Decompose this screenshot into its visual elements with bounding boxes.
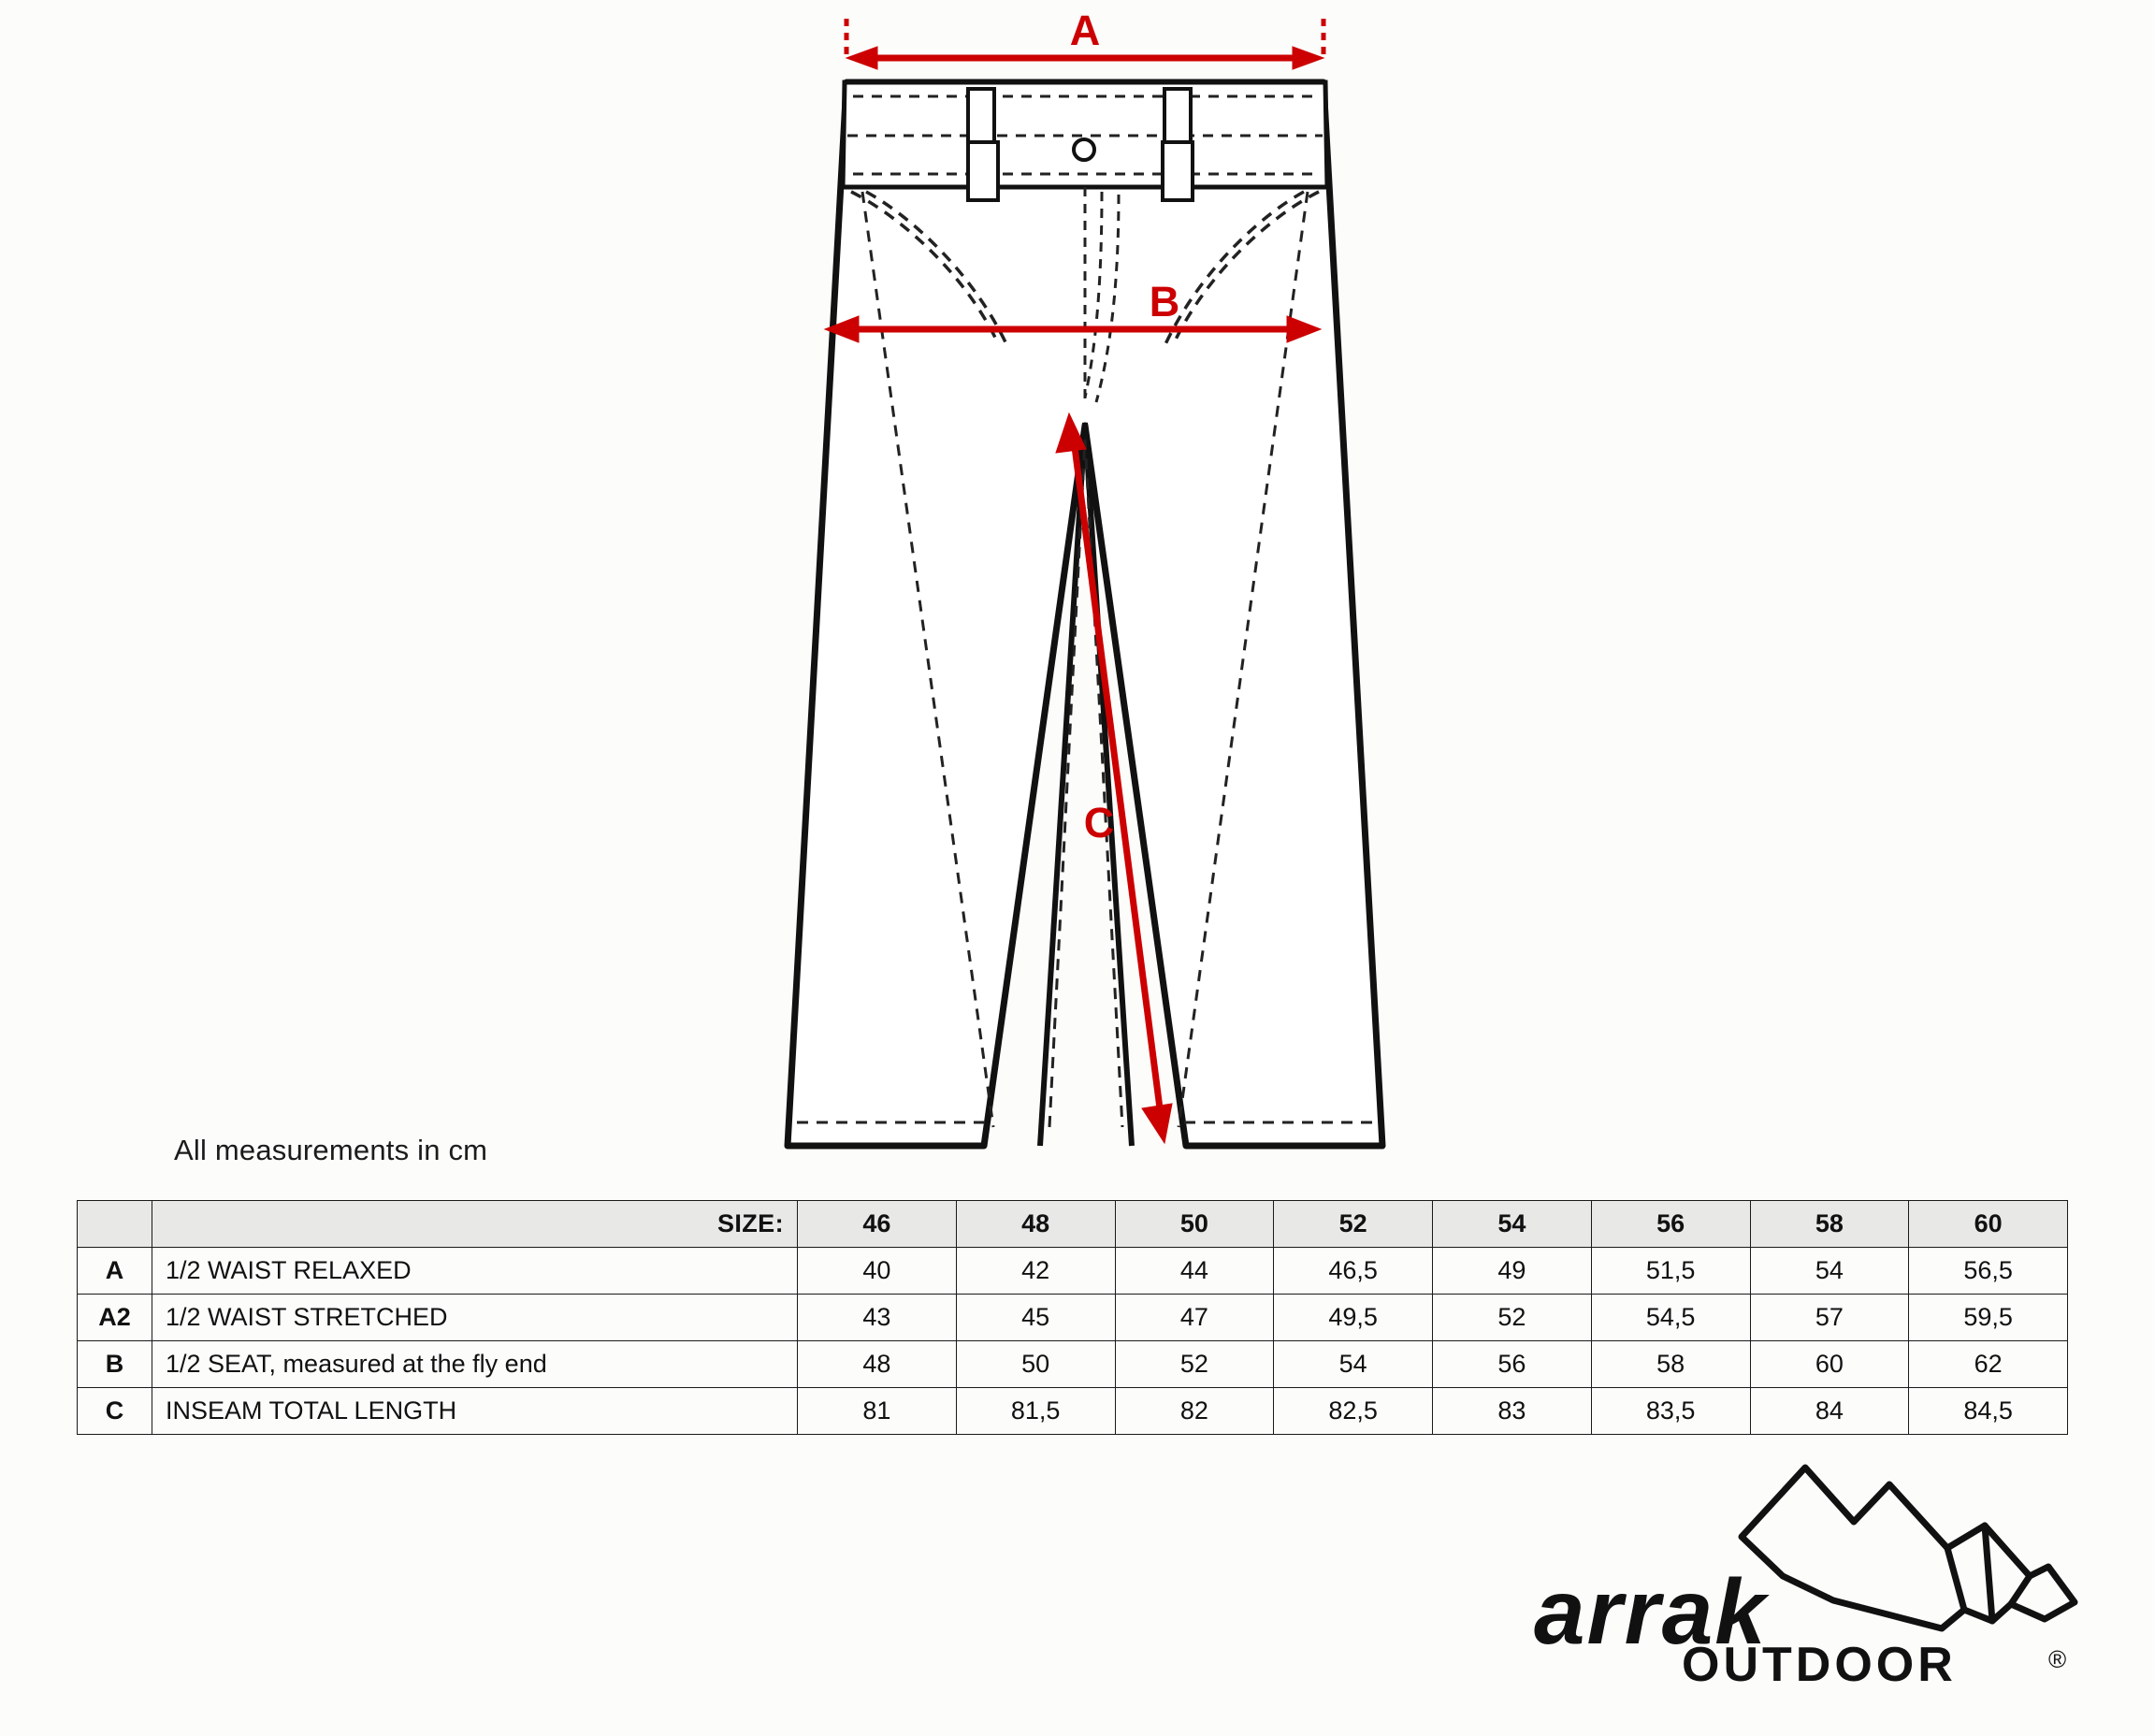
- row-b-size-46: 48: [798, 1341, 957, 1388]
- row-a2-size-54: 52: [1433, 1295, 1592, 1341]
- row-c-size-58: 84: [1750, 1388, 1909, 1435]
- row-a-size-50: 44: [1115, 1248, 1274, 1295]
- header-size-50: 50: [1115, 1201, 1274, 1248]
- row-code-c: C: [78, 1388, 152, 1435]
- row-a2-size-52: 49,5: [1274, 1295, 1433, 1341]
- row-desc-b: 1/2 SEAT, measured at the fly end: [152, 1341, 798, 1388]
- row-a-size-56: 51,5: [1591, 1248, 1750, 1295]
- logo-trademark: ®: [2048, 1645, 2067, 1673]
- header-size-48: 48: [956, 1201, 1115, 1248]
- table-row: [78, 1295, 2068, 1341]
- row-a2-size-60: 59,5: [1909, 1295, 2068, 1341]
- row-b-size-60: 62: [1909, 1341, 2068, 1388]
- arrak-outdoor-logo: [1525, 1436, 2104, 1688]
- logo-subtitle: OUTDOOR: [1682, 1638, 1957, 1688]
- row-b-size-56: 58: [1591, 1341, 1750, 1388]
- row-c-size-54: 83: [1433, 1388, 1592, 1435]
- row-a-size-60: 56,5: [1909, 1248, 2068, 1295]
- row-a2-size-48: 45: [956, 1295, 1115, 1341]
- row-desc-c: INSEAM TOTAL LENGTH: [152, 1388, 798, 1435]
- wolf-mountain-icon: [1742, 1468, 2075, 1628]
- row-code-a2: A2: [78, 1295, 152, 1341]
- row-c-size-46: 81: [798, 1388, 957, 1435]
- row-a-size-54: 49: [1433, 1248, 1592, 1295]
- row-desc-a2: 1/2 WAIST STRETCHED: [152, 1295, 798, 1341]
- row-a-size-52: 46,5: [1274, 1248, 1433, 1295]
- header-size-58: 58: [1750, 1201, 1909, 1248]
- row-a-size-58: 54: [1750, 1248, 1909, 1295]
- header-size-60: 60: [1909, 1201, 2068, 1248]
- header-size-56: 56: [1591, 1201, 1750, 1248]
- label-c: C: [1083, 799, 1115, 846]
- row-c-size-48: 81,5: [956, 1388, 1115, 1435]
- row-b-size-58: 60: [1750, 1341, 1909, 1388]
- row-b-size-52: 54: [1274, 1341, 1433, 1388]
- row-desc-a: 1/2 WAIST RELAXED: [152, 1248, 798, 1295]
- measurements-unit-note: All measurements in cm: [174, 1134, 488, 1166]
- row-code-a: A: [78, 1248, 152, 1295]
- row-a2-size-50: 47: [1115, 1295, 1274, 1341]
- row-b-size-54: 56: [1433, 1341, 1592, 1388]
- header-size-46: 46: [798, 1201, 957, 1248]
- row-a2-size-46: 43: [798, 1295, 957, 1341]
- row-b-size-48: 50: [956, 1341, 1115, 1388]
- header-code-blank: [78, 1201, 152, 1248]
- row-c-size-56: 83,5: [1591, 1388, 1750, 1435]
- size-chart-table: [77, 1200, 2068, 1435]
- header-size-54: 54: [1433, 1201, 1592, 1248]
- waist-button: [1074, 139, 1094, 160]
- header-size-52: 52: [1274, 1201, 1433, 1248]
- label-b: B: [1149, 278, 1180, 326]
- header-size-label: SIZE:: [152, 1201, 798, 1248]
- waistband: [843, 82, 1327, 187]
- table-row: [78, 1248, 2068, 1295]
- row-b-size-50: 52: [1115, 1341, 1274, 1388]
- table-header-row: [78, 1201, 2068, 1248]
- row-a2-size-56: 54,5: [1591, 1295, 1750, 1341]
- row-code-b: B: [78, 1341, 152, 1388]
- row-c-size-50: 82: [1115, 1388, 1274, 1435]
- row-c-size-60: 84,5: [1909, 1388, 2068, 1435]
- size-table-wrapper: [77, 1200, 2067, 1435]
- row-c-size-52: 82,5: [1274, 1388, 1433, 1435]
- label-a: A: [1069, 7, 1101, 54]
- table-row: [78, 1388, 2068, 1435]
- table-row: [78, 1341, 2068, 1388]
- logo-brand: arrak: [1534, 1560, 1768, 1663]
- row-a-size-48: 42: [956, 1248, 1115, 1295]
- row-a2-size-58: 57: [1750, 1295, 1909, 1341]
- row-a-size-46: 40: [798, 1248, 957, 1295]
